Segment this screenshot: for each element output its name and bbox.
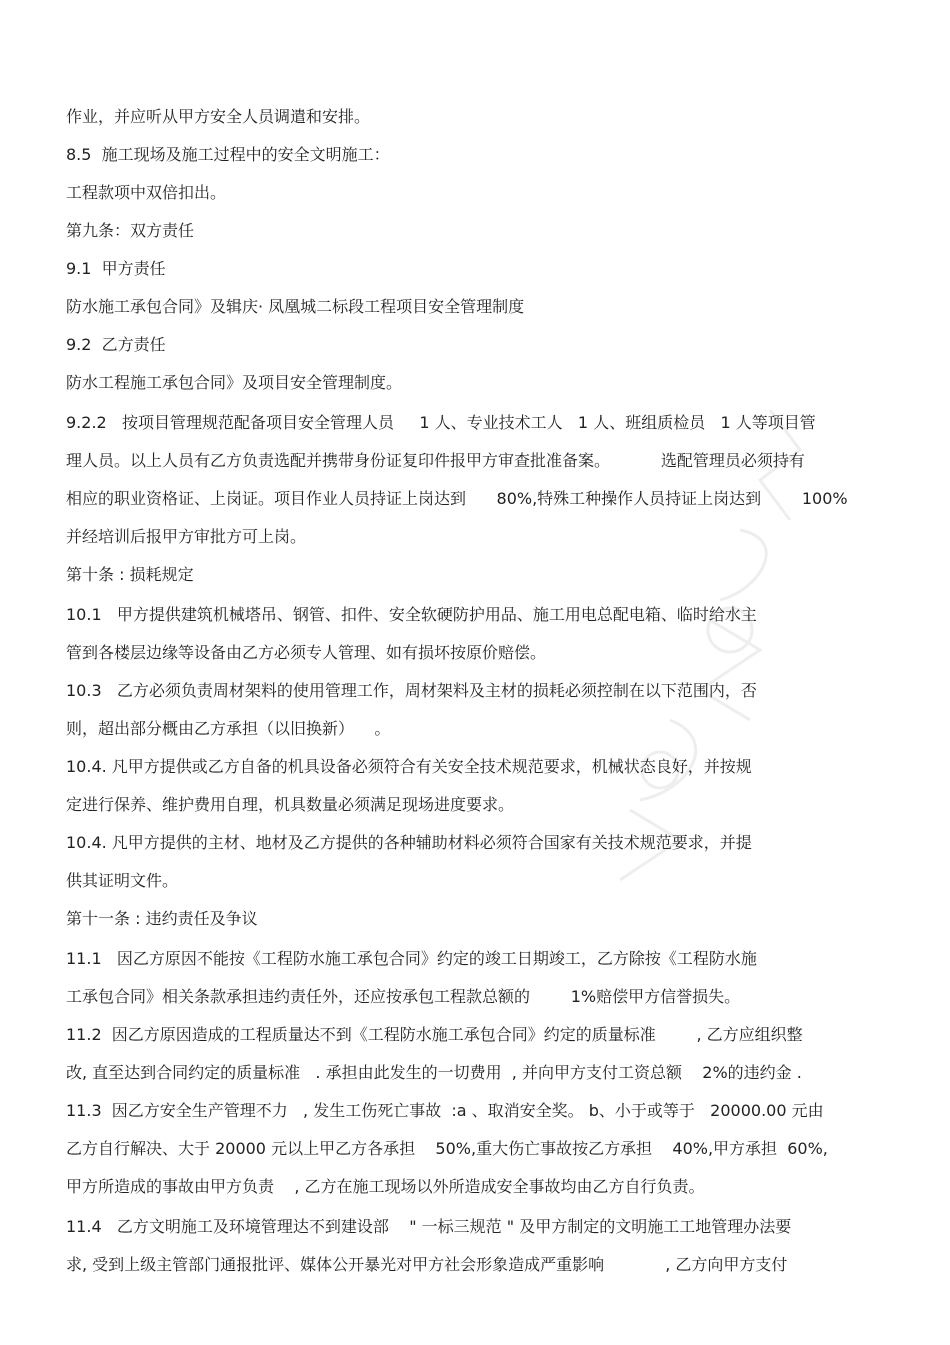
article-heading: 第十条 : 损耗规定 [66, 565, 194, 584]
article-heading: 第十一条 : 违约责任及争议 [66, 909, 258, 928]
text-line: 求, 受到上级主管部门通报批评、媒体公开暴光对甲方社会形象造成严重影响 , 乙方向甲方支付 [66, 1255, 788, 1274]
text-line: 甲方所造成的事故由甲方负责 , 乙方在施工现场以外所造成安全事故均由乙方自行负责。 [66, 1177, 705, 1196]
text-line: 改, 直至达到合同约定的质量标准 . 承担由此发生的一切费用 , 并向甲方支付工资总额 2%的违约金 . [66, 1063, 802, 1082]
text-line: 9.2.2 按项目管理规范配备项目安全管理人员 1 人、专业技术工人 1 人、班组质检员 1 人等项目管 [66, 413, 816, 432]
article-heading: 第九条：双方责任 [66, 221, 195, 240]
text-line: 10.1 甲方提供建筑机械塔吊、钢管、扣件、安全软硬防护用品、施工用电总配电箱、临时给水主 [66, 605, 757, 624]
text-line: 并经培训后报甲方审批方可上岗。 [66, 527, 307, 546]
section-heading: 9.1 甲方责任 [66, 259, 166, 278]
text-line: 工承包合同》相关条款承担违约责任外，还应按承包工程款总额的 1%赔偿甲方信誉损失。 [66, 987, 741, 1006]
text-line: 10.4. 凡甲方提供或乙方自备的机具设备必须符合有关安全技术规范要求，机械状态良好，并按规 [66, 757, 752, 776]
text-line: 理人员。以上人员有乙方负责选配并携带身份证复印件报甲方审查批准备案。 选配管理员必须持有 [66, 451, 805, 470]
text-line: 防水施工承包合同》及辑庆· 凤凰城二标段工程项目安全管理制度 [66, 297, 525, 316]
text-line: 相应的职业资格证、上岗证。项目作业人员持证上岗达到 80%,特殊工种操作人员持证上岗达到 100% [66, 489, 848, 508]
text-line: 供其证明文件。 [66, 871, 179, 890]
text-line: 工程款项中双倍扣出。 [66, 183, 227, 202]
text-line: 10.4. 凡甲方提供的主材、地材及乙方提供的各种辅助材料必须符合国家有关技术规范要求，并提 [66, 833, 752, 852]
text-line: 11.3 因乙方安全生产管理不力 , 发生工伤死亡事故 :a 、取消安全奖。 b、小于或等于 20000.00 元由 [66, 1101, 824, 1120]
text-line: 定进行保养、维护费用自理，机具数量必须满足现场进度要求。 [66, 795, 515, 814]
text-line: 防水工程施工承包合同》及项目安全管理制度。 [66, 373, 403, 392]
text-line: 作业，并应听从甲方安全人员调遣和安排。 [66, 107, 371, 126]
text-line: 10.3 乙方必须负责周材架料的使用管理工作，周材架料及主材的损耗必须控制在以下范围内，否 [66, 681, 757, 700]
text-line: 则，超出部分概由乙方承担（以旧换新） 。 [66, 719, 391, 738]
text-line: 乙方自行解决、大于 20000 元以上甲乙方各承担 50%,重大伤亡事故按乙方承担 40%,甲方承担 60%, [66, 1139, 828, 1158]
text-line: 11.1 因乙方原因不能按《工程防水施工承包合同》约定的竣工日期竣工，乙方除按《工程防水施 [66, 949, 757, 968]
text-line: 管到各楼层边缘等设备由乙方必须专人管理、如有损坏按原价赔偿。 [66, 643, 547, 662]
section-heading: 8.5 施工现场及施工过程中的安全文明施工： [66, 145, 390, 164]
section-heading: 9.2 乙方责任 [66, 335, 166, 354]
text-line: 11.2 因乙方原因造成的工程质量达不到《工程防水施工承包合同》约定的质量标准 , 乙方应组织整 [66, 1025, 803, 1044]
text-line: 11.4 乙方文明施工及环境管理达不到建设部 " 一标三规范 " 及甲方制定的文明施工工地管理办法要 [66, 1217, 792, 1236]
